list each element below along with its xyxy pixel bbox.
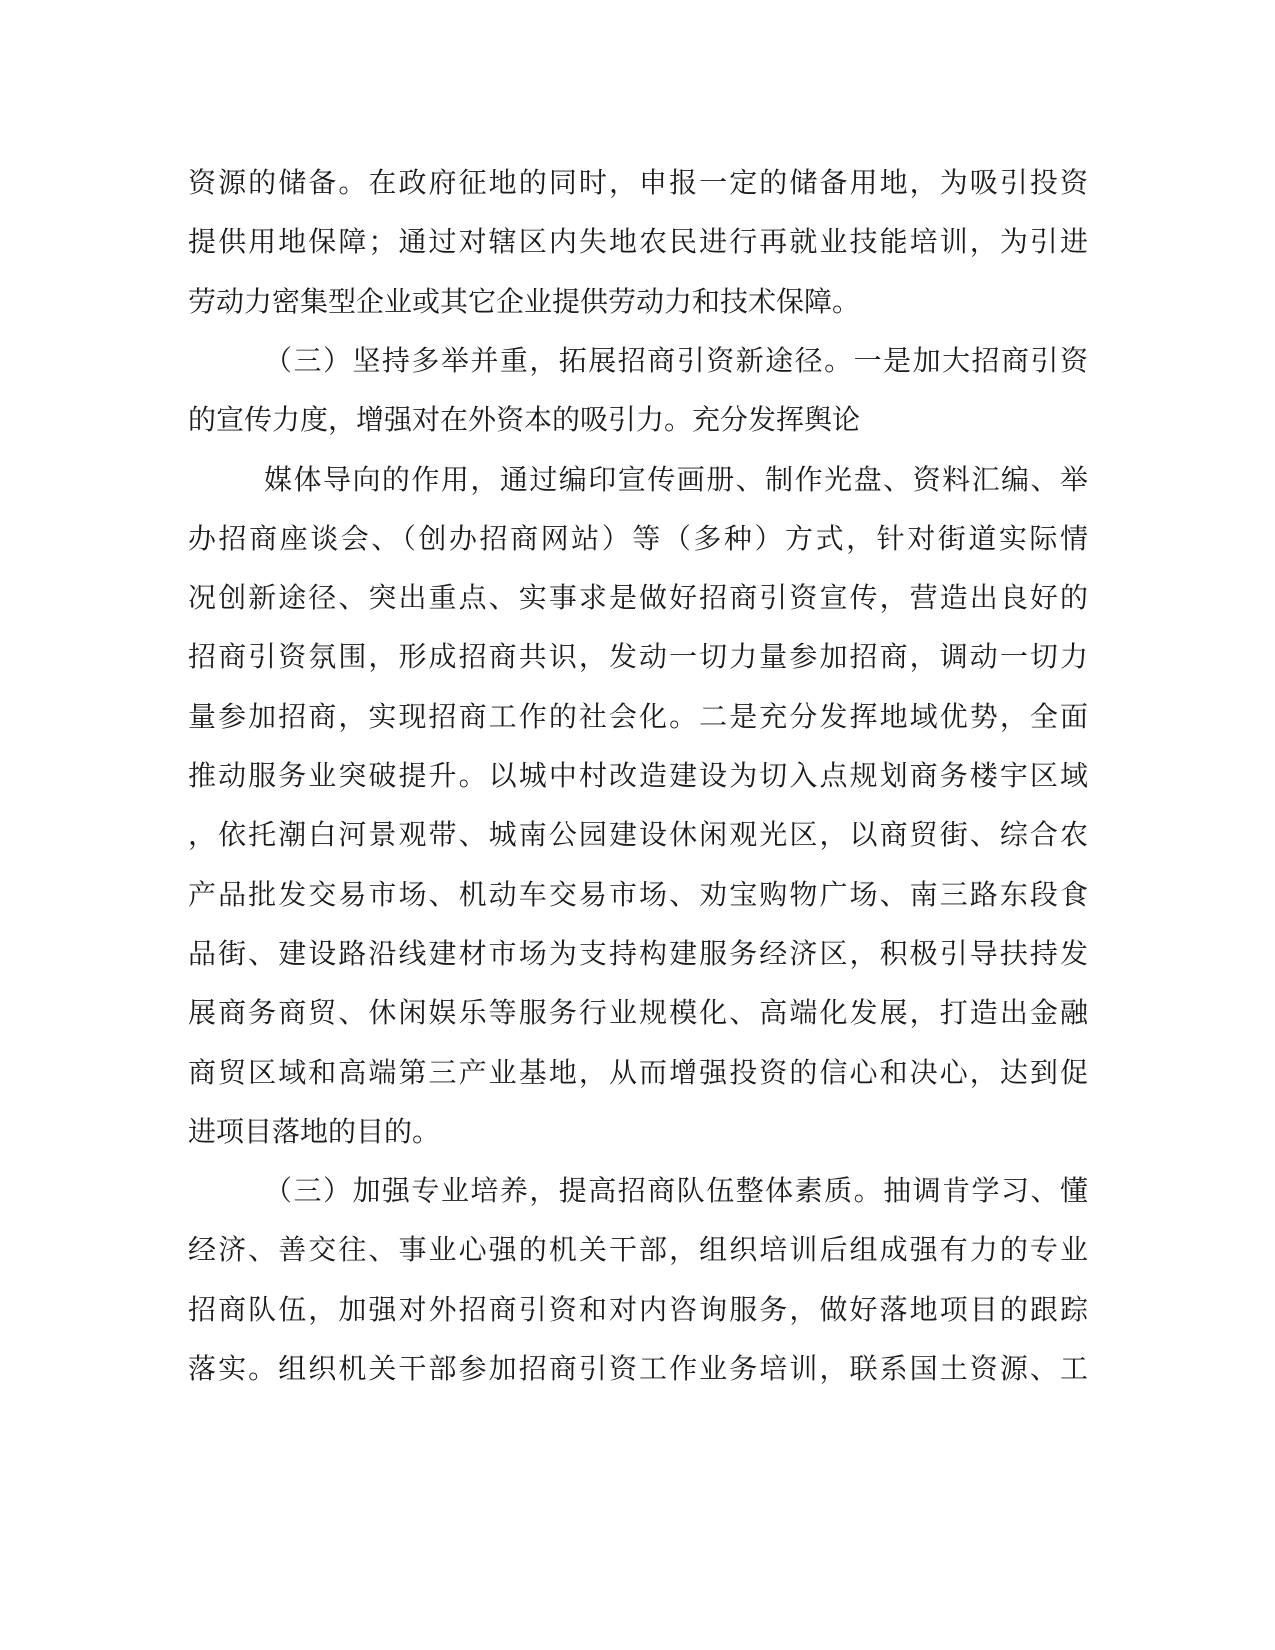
paragraph-start-line: （三）加强专业培养，提高招商队伍整体素质。抽调肯学习、懂 <box>264 1174 1088 1208</box>
text-line: 品街、建设路沿线建材市场为支持构建服务经济区，积极引导扶持发 <box>188 936 1088 970</box>
paragraph-start-line: （三）坚持多举并重，拓展招商引资新途径。一是加大招商引资 <box>264 343 1088 377</box>
text-line: ，依托潮白河景观带、城南公园建设休闲观光区，以商贸街、综合农 <box>188 818 1088 852</box>
text-line: 劳动力密集型企业或其它企业提供劳动力和技术保障。 <box>188 284 861 318</box>
text-line: 办招商座谈会、（创办招商网站）等（多种）方式，针对街道实际情 <box>188 521 1088 555</box>
text-line: 量参加招商，实现招商工作的社会化。二是充分发挥地域优势，全面 <box>188 699 1088 733</box>
text-line: 商贸区域和高端第三产业基地，从而增强投资的信心和决心，达到促 <box>188 1055 1088 1089</box>
text-line: 落实。组织机关干部参加招商引资工作业务培训，联系国土资源、工 <box>188 1352 1088 1385</box>
text-line: 进项目落地的目的。 <box>188 1114 441 1148</box>
paragraph-start-line: 媒体导向的作用，通过编印宣传画册、制作光盘、资料汇编、举 <box>264 462 1088 496</box>
text-line: 资源的储备。在政府征地的同时，申报一定的储备用地，为吸引投资 <box>188 166 1088 199</box>
text-line: 招商队伍，加强对外招商引资和对内咨询服务，做好落地项目的跟踪 <box>188 1292 1088 1326</box>
text-line: 推动服务业突破提升。以城中村改造建设为切入点规划商务楼宇区域 <box>188 759 1088 792</box>
text-line: 招商引资氛围，形成招商共识，发动一切力量参加招商，调动一切力 <box>188 640 1088 674</box>
text-line: 产品批发交易市场、机动车交易市场、劝宝购物广场、南三路东段食 <box>188 877 1088 911</box>
text-line: 况创新途径、突出重点、实事求是做好招商引资宣传，营造出良好的 <box>188 581 1088 615</box>
text-line: 提供用地保障；通过对辖区内失地农民进行再就业技能培训，为引进 <box>188 225 1088 259</box>
text-line: 的宣传力度，增强对在外资本的吸引力。充分发挥舆论 <box>188 403 861 437</box>
text-line: 展商务商贸、休闲娱乐等服务行业规模化、高端化发展，打造出金融 <box>188 996 1088 1030</box>
text-line: 经济、善交往、事业心强的机关干部，组织培训后组成强有力的专业 <box>188 1233 1088 1267</box>
